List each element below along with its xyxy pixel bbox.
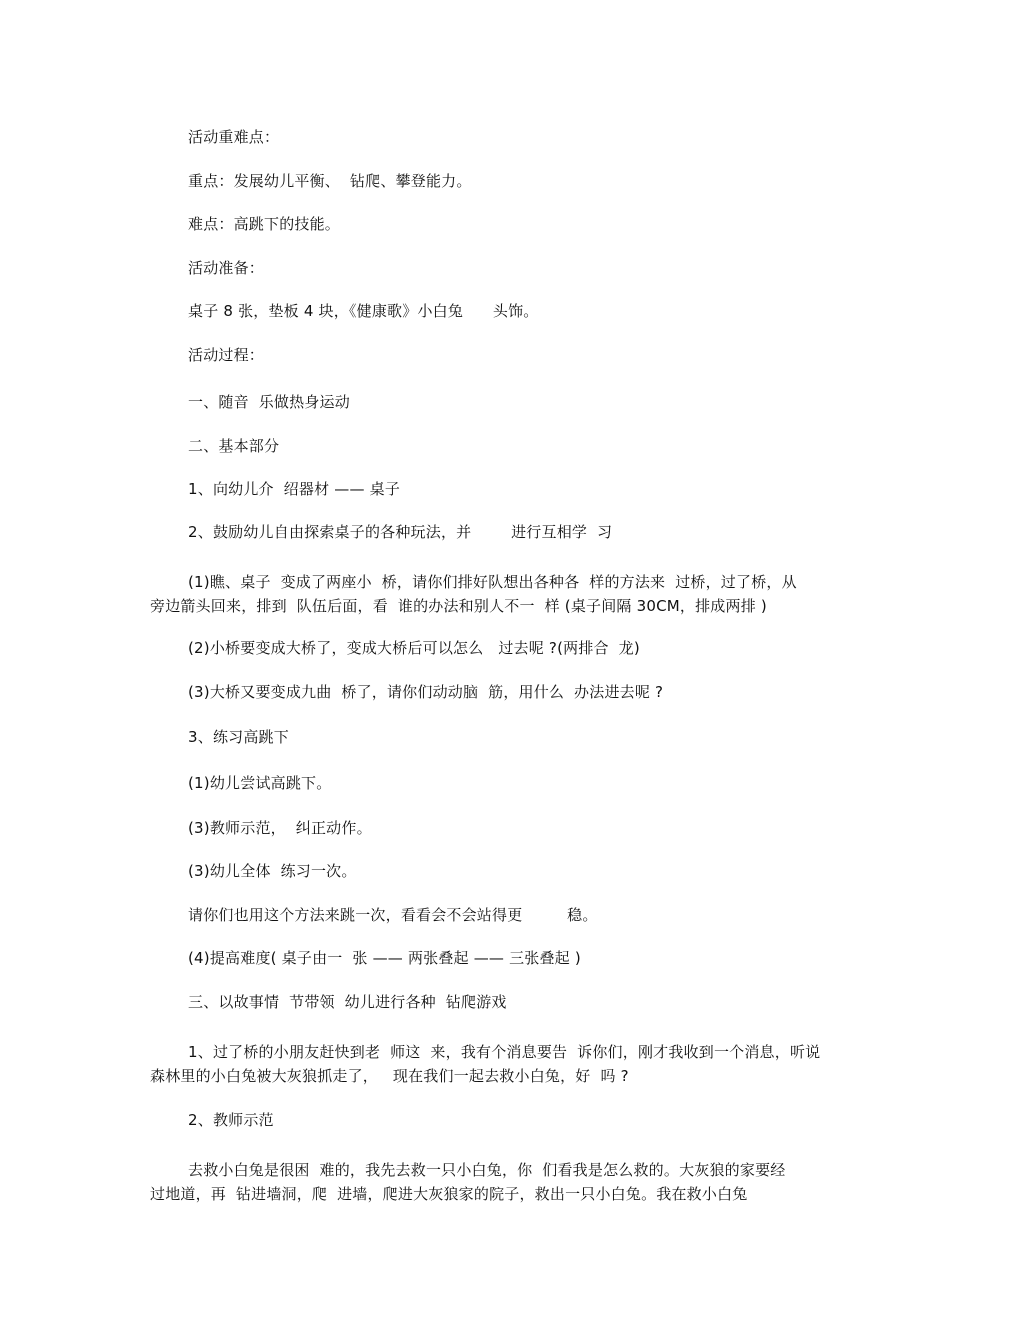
text-jump-instruction: 请你们也用这个方法来跳一次，看看会不会站得更 稳。 [188, 906, 598, 924]
text-materials: 桌子 8 张，垫板 4 块，《健康歌》小白兔 头饰。 [188, 302, 539, 320]
step-explore: 2、鼓励幼儿自由探索桌子的各种玩法，并 进行互相学 习 [188, 523, 613, 541]
item-big-bridge: (2)小桥要变成大桥了，变成大桥后可以怎么 过去呢 ?(两排合 龙) [188, 639, 640, 657]
text-key-point: 重点：发展幼儿平衡、 钻爬、攀登能力。 [188, 172, 472, 190]
paragraph-story-line-1: 1、过了桥的小朋友赶快到老 师这 来，我有个消息要告 诉你们，刚才我收到一个消息，听说 [188, 1043, 821, 1061]
text-difficulty: 难点：高跳下的技能。 [188, 215, 341, 233]
paragraph-bridge-line-1: (1)瞧、桌子 变成了两座小 桥，请你们排好队想出各种各 样的方法来 过桥，过了桥，从 [188, 573, 797, 591]
section-story-game: 三、以故事情 节带领 幼儿进行各种 钻爬游戏 [188, 993, 507, 1011]
heading-key-points: 活动重难点： [188, 128, 280, 146]
item-zigzag-bridge: (3)大桥又要变成九曲 桥了，请你们动动脑 筋，用什么 办法进去呢 ? [188, 683, 664, 701]
paragraph-rescue-line-1: 去救小白兔是很困 难的，我先去救一只小白兔，你 们看我是怎么救的。大灰狼的家要经 [188, 1161, 786, 1179]
item-teacher-demo: (3)教师示范， 纠正动作。 [188, 819, 372, 837]
step-teacher-demo: 2、教师示范 [188, 1111, 274, 1129]
step-introduce-equipment: 1、向幼儿介 绍器材 —— 桌子 [188, 480, 401, 498]
section-basic: 二、基本部分 [188, 437, 280, 455]
paragraph-bridge-line-2: 旁边箭头回来，排到 队伍后面，看 谁的办法和别人不一 样 (桌子间隔 30CM，排成两排 ) [150, 597, 767, 615]
section-warmup: 一、随音 乐做热身运动 [188, 393, 350, 411]
heading-process: 活动过程： [188, 346, 265, 364]
step-practice-jump: 3、练习高跳下 [188, 728, 289, 746]
item-try-jump: (1)幼儿尝试高跳下。 [188, 774, 332, 792]
paragraph-story-line-2: 森林里的小白兔被大灰狼抓走了， 现在我们一起去救小白兔，好 吗 ? [150, 1067, 629, 1085]
item-whole-practice: (3)幼儿全体 练习一次。 [188, 862, 357, 880]
heading-preparation: 活动准备： [188, 259, 265, 277]
item-increase-difficulty: (4)提高难度( 桌子由一 张 —— 两张叠起 —— 三张叠起 ) [188, 949, 581, 967]
paragraph-rescue-line-2: 过地道，再 钻进墙洞，爬 进墙，爬进大灰狼家的院子，救出一只小白兔。我在救小白兔 [150, 1185, 748, 1203]
